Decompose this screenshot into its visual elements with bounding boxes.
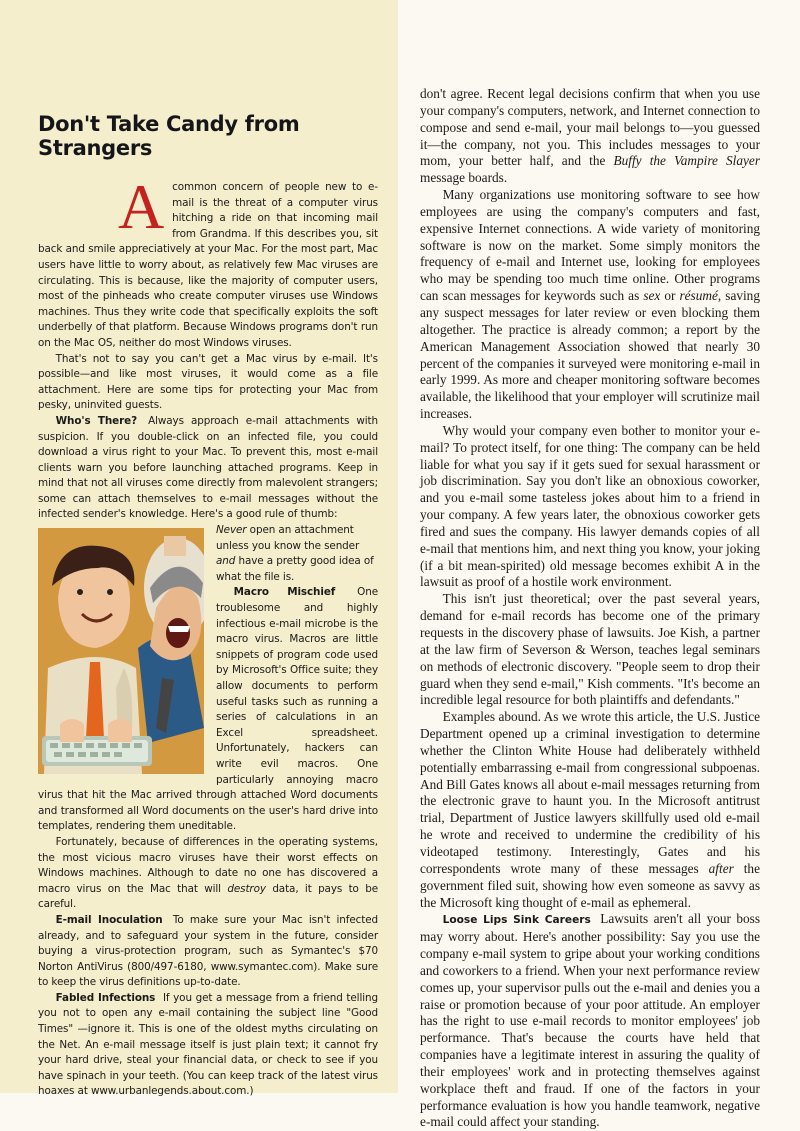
right-p2-text-1: Many organizations use monitoring software to see how employees are using the company's computers and fast, expensive Internet connections. A wide variety of monitoring software is now on the market. Some simply monitors the frequency of e-mail and Internet use, looking for employees who may be spending too much time online. Other programs can scan messages for keywords such as — [420, 187, 760, 304]
fabled-infections-heading: Fabled Infections — [55, 991, 156, 1004]
right-p1-text-2: message boards. — [420, 170, 508, 186]
right-p5-em-after: after — [708, 860, 734, 876]
main-article-column — [420, 86, 760, 1131]
fortunately-em-destroy: destroy — [227, 882, 266, 895]
sidebar-article — [38, 112, 378, 1100]
drop-cap: A — [118, 171, 165, 242]
whos-there-text-3: have a pretty good idea of what the file is. — [216, 555, 374, 583]
fortunately-paragraph — [38, 835, 378, 913]
intro-text: common concern of people new to e-mail is the threat of a computer virus hitching a ride on that incoming mail from Grandma. If this describes you, sit back and smile appreciatively at your Mac. For the most part, Mac users have little to worry about, as relatively few Mac viruses are circulating. This is because, like the majority of computer users, most of the pinheads who create computer viruses use Windows machines. Thus they write code that specifically exploits the soft underbelly of that platform. Because Windows programs don't run on the Mac OS, neither do most Windows viruses. — [38, 181, 378, 349]
email-inoculation-text: To make sure your Mac isn't infected already, and to safeguard your system in the future, consider buying a virus-protection program, such as Symantec's $70 Norton AntiVirus (800/497-6180, www.symantec.com). Make sure to keep the virus definitions up-to-date. — [38, 913, 378, 989]
right-p5-text-1: Examples abound. As we wrote this article, the U.S. Justice Department opened up a criminal investigation to determine whether the Clinton White House had deliberately withheld potentially embarrassing e-mail from congressional subpoenas. And Bill Gates knows all about e-mail messages returning from the electronic grave to haunt you. In the Microsoft antitrust trial, Department of Justice lawyers skillfully used old e-mail he wrote and received to undermine the credibility of his videotaped testimony. Interestingly, Gates and his correspondents wrote many of these messages — [420, 709, 760, 876]
loose-lips-paragraph — [420, 911, 760, 1131]
right-p2-em-resume: résumé — [679, 288, 718, 304]
right-paragraph-1 — [420, 86, 760, 187]
fortunately-text-1: Fortunately, because of differences in the operating systems, the most vicious macro viruses have their worst effects on Windows machines. Although to date no one has discovered a macro virus on the Mac that will — [38, 835, 378, 895]
right-p5-text-2: the government filed suit, showing how even someone as savvy as the Microsoft king thought of e-mail as ephemeral. — [420, 860, 760, 910]
right-p2-text-3: , saving any suspect messages for later review or even blocking them altogether. The practice is already common; a report by the American Management Association showed that nearly 30 percent of the companies it surveyed were monitoring e-mail in early 1999. As more and cheaper monitoring software becomes available, the likelihood that your employer will scrutinize mail increases. — [420, 288, 760, 422]
whos-there-heading: Who's There? — [55, 414, 138, 427]
right-p1-text-1: don't agree. Recent legal decisions confirm that when you use your company's computers, network, and Internet connection to compose and send e-mail, your mail belongs to—you guessed it—the company, not you. This includes messages to your mom, your better half, and the — [420, 86, 760, 169]
whos-there-text-2: open an attachment unless you know the sender — [216, 524, 360, 552]
whos-there-em-never: Never — [216, 524, 247, 537]
intro-paragraph — [38, 171, 378, 352]
whos-there-em-and: and — [216, 555, 236, 568]
cartoon-office-workers-laughing-icon — [38, 528, 204, 774]
paragraph-2: That's not to say you can't get a Mac virus by e-mail. It's possible—and like most viruses, it would come as a file attachment. Here are some tips for protecting your Mac from pesky, uninvited guests. — [38, 352, 378, 412]
loose-lips-text: Lawsuits aren't all your boss may worry about. Here's another possibility: Say you use the company e-mail system to gripe about your working conditions and coworkers to a friend. When your next performance review comes up, your supervisor pulls out the e-mail and denies you a raise or promotion because of your poor attitude. An employer has the right to use e-mail records to monitor employees' job performance. That's because the courts have held that companies have a legitimate interest in assuring the quality of their employees' work and in protecting themselves against workplace theft and fraud. If one of the factors in your performance evaluation is how you handle teamwork, negative e-mail could affect your standing. — [420, 911, 761, 1130]
right-p2-em-sex: sex — [643, 288, 661, 304]
email-inoculation-paragraph — [38, 913, 378, 991]
fabled-infections-text: If you get a message from a friend telling you not to open any e-mail containing the subject line "Good Times" —ignore it. This is one of the oldest myths circulating on the Net. An e-mail message itself is just plain text; it cannot fry your hard drive, steal your financial data, or check to see if you have spinach in your teeth. (You can keep track of the latest virus hoaxes at www.urbanlegends.about.com.) — [38, 991, 379, 1098]
macro-mischief-text: One troublesome and highly infectious e-mail microbe is the macro virus. Macros are little snippets of program code used by Microsoft's Office suite; they allow documents to perform useful tasks such as running a series of calculations in an Excel spreadsheet. Unfortunately, hackers can write evil macros. One particularly annoying macro virus that hit the Mac arrived through attached Word documents and transformed all Word documents on the user's hard drive into templates, rendering them uneditable. — [38, 586, 378, 833]
illustration-image — [38, 528, 204, 774]
fortunately-text-2: data, it pays to be careful. — [38, 882, 378, 911]
article-title: Don't Take Candy from Strangers — [38, 112, 300, 160]
whos-there-text-1: Always approach e-mail attachments with suspicion. If you double-click on an infected file, you could download a virus right to your Mac. To prevent this, most e-mail clients warn you before launching attached programs. Keep in mind that not all viruses come directly from malevolent strangers; some can attach themselves to e-mail messages without the infected sender's knowledge. Here's a good rule of thumb: — [38, 414, 379, 521]
fabled-infections-paragraph — [38, 991, 378, 1100]
email-inoculation-heading: E-mail Inoculation — [55, 913, 163, 926]
right-p1-em: Buffy the Vampire Slayer — [613, 153, 760, 169]
right-paragraph-4: This isn't just theoretical; over the past several years, demand for e-mail records has become one of the primary requests in the discovery phase of lawsuits. Joe Kish, a partner at the law firm of Severson & Werson, teaches legal seminars on methods of electronic discovery. "People seem to drop their guard when they send e-mail," Kish comments. "It's become an incredible legal resource for both plaintiffs and defendants." — [420, 591, 760, 708]
loose-lips-heading: Loose Lips Sink Careers — [442, 914, 591, 927]
macro-mischief-heading: Macro Mischief — [233, 586, 336, 599]
right-p2-text-2: or — [660, 288, 680, 304]
right-paragraph-3: Why would your company even bother to monitor your e-mail? To protect itself, for one thing: The company can be held liable for what you say if it gets sued for sexual harassment or job discrimination. Say you don't like an obnoxious coworker, and you e-mail some tasteless jokes about him to a friend in your company. A few years later, the obnoxious coworker gets fired and sues the company. His lawyer demands copies of all e-mail that mentions him, and next thing you know, your joking (if a bit mean-spirited) old message becomes exhibit A in the lawsuit as proof of a hostile work environment. — [420, 422, 760, 590]
whos-there-paragraph — [38, 414, 378, 523]
right-paragraph-2 — [420, 187, 760, 423]
right-paragraph-5 — [420, 709, 760, 911]
